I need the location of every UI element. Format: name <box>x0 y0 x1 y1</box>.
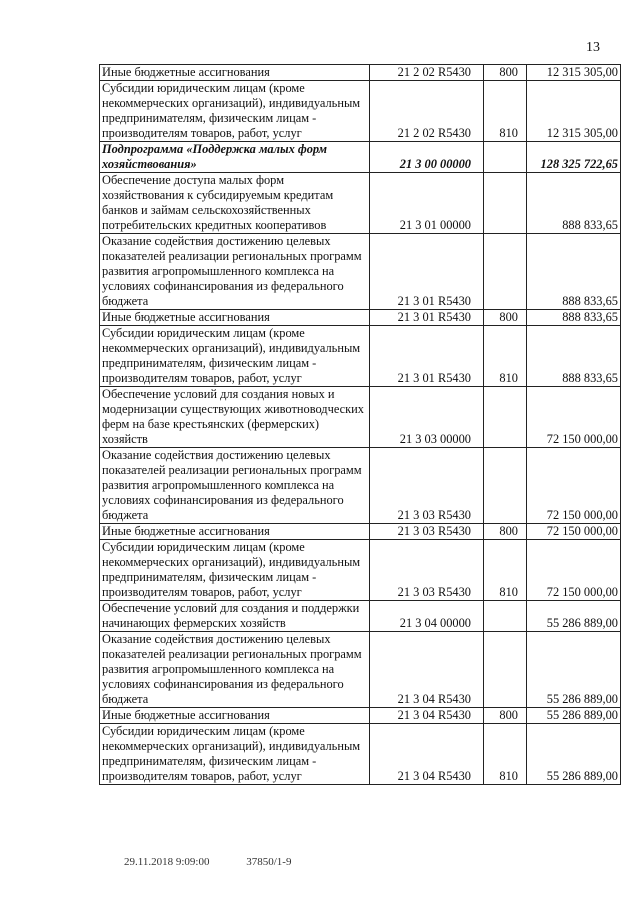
row-name: Обеспечение условий для создания и поддержки начинающих фермерских хозяйств <box>100 601 370 632</box>
row-code: 21 3 03 00000 <box>370 387 484 448</box>
footer-doc-id: 37850/1-9 <box>246 856 292 868</box>
table-row <box>100 142 621 173</box>
row-name: Подпрограмма «Поддержка малых форм хозяйствования» <box>100 142 370 173</box>
table-row <box>100 632 621 708</box>
table-row <box>100 326 621 387</box>
row-sum: 55 286 889,00 <box>527 708 621 724</box>
row-code: 21 3 04 00000 <box>370 601 484 632</box>
row-name: Субсидии юридическим лицам (кроме некоммерческих организаций), индивидуальным предпринимателям, физическим лицам - производителям товаров, работ, услуг <box>100 724 370 785</box>
row-expense-type: 810 <box>484 540 527 601</box>
row-sum: 888 833,65 <box>527 234 621 310</box>
row-sum: 72 150 000,00 <box>527 387 621 448</box>
budget-table <box>99 64 621 785</box>
row-code: 21 3 04 R5430 <box>370 708 484 724</box>
table-row <box>100 724 621 785</box>
table-row <box>100 387 621 448</box>
row-code: 21 3 01 R5430 <box>370 234 484 310</box>
row-expense-type <box>484 173 527 234</box>
row-sum: 72 150 000,00 <box>527 524 621 540</box>
row-name: Обеспечение доступа малых форм хозяйствования к субсидируемым кредитам банков и займам сельскохозяйственных потребительских кредитных кооперативов <box>100 173 370 234</box>
row-expense-type: 800 <box>484 524 527 540</box>
row-name: Субсидии юридическим лицам (кроме некоммерческих организаций), индивидуальным предпринимателям, физическим лицам - производителям товаров, работ, услуг <box>100 326 370 387</box>
table-row <box>100 524 621 540</box>
row-name: Обеспечение условий для создания новых и модернизации существующих животноводческих ферм на базе крестьянских (фермерских) хозяйств <box>100 387 370 448</box>
row-code: 21 3 01 00000 <box>370 173 484 234</box>
table-row <box>100 448 621 524</box>
row-code: 21 3 03 R5430 <box>370 540 484 601</box>
row-name: Иные бюджетные ассигнования <box>100 65 370 81</box>
row-expense-type: 810 <box>484 81 527 142</box>
row-name: Иные бюджетные ассигнования <box>100 310 370 326</box>
row-expense-type <box>484 601 527 632</box>
table-row <box>100 708 621 724</box>
row-code: 21 3 03 R5430 <box>370 448 484 524</box>
row-expense-type: 800 <box>484 65 527 81</box>
row-sum: 12 315 305,00 <box>527 65 621 81</box>
footer <box>124 856 325 868</box>
row-code: 21 3 01 R5430 <box>370 326 484 387</box>
table-row <box>100 310 621 326</box>
table-row <box>100 81 621 142</box>
page-number: 13 <box>586 40 600 55</box>
row-code: 21 3 00 00000 <box>370 142 484 173</box>
row-expense-type <box>484 234 527 310</box>
row-name: Иные бюджетные ассигнования <box>100 708 370 724</box>
row-sum: 128 325 722,65 <box>527 142 621 173</box>
table-row <box>100 234 621 310</box>
table-row <box>100 601 621 632</box>
row-expense-type: 800 <box>484 708 527 724</box>
row-code: 21 3 01 R5430 <box>370 310 484 326</box>
row-code: 21 3 04 R5430 <box>370 724 484 785</box>
row-sum: 12 315 305,00 <box>527 81 621 142</box>
row-code: 21 2 02 R5430 <box>370 81 484 142</box>
row-sum: 55 286 889,00 <box>527 601 621 632</box>
row-name: Оказание содействия достижению целевых показателей реализации региональных программ развития агропромышленного комплекса на условиях софинансирования из федерального бюджета <box>100 234 370 310</box>
row-code: 21 3 03 R5430 <box>370 524 484 540</box>
row-code: 21 2 02 R5430 <box>370 65 484 81</box>
table-row <box>100 540 621 601</box>
budget-table-body <box>100 65 621 785</box>
row-sum: 55 286 889,00 <box>527 632 621 708</box>
row-sum: 888 833,65 <box>527 310 621 326</box>
footer-timestamp: 29.11.2018 9:09:00 <box>124 856 210 868</box>
row-expense-type <box>484 632 527 708</box>
table-row <box>100 65 621 81</box>
row-sum: 888 833,65 <box>527 173 621 234</box>
row-sum: 888 833,65 <box>527 326 621 387</box>
row-name: Субсидии юридическим лицам (кроме некоммерческих организаций), индивидуальным предпринимателям, физическим лицам - производителям товаров, работ, услуг <box>100 540 370 601</box>
row-expense-type: 810 <box>484 326 527 387</box>
row-sum: 72 150 000,00 <box>527 540 621 601</box>
row-sum: 72 150 000,00 <box>527 448 621 524</box>
table-row <box>100 173 621 234</box>
row-name: Оказание содействия достижению целевых показателей реализации региональных программ развития агропромышленного комплекса на условиях софинансирования из федерального бюджета <box>100 632 370 708</box>
row-sum: 55 286 889,00 <box>527 724 621 785</box>
row-name: Оказание содействия достижению целевых показателей реализации региональных программ развития агропромышленного комплекса на условиях софинансирования из федерального бюджета <box>100 448 370 524</box>
row-name: Субсидии юридическим лицам (кроме некоммерческих организаций), индивидуальным предпринимателям, физическим лицам - производителям товаров, работ, услуг <box>100 81 370 142</box>
row-expense-type <box>484 387 527 448</box>
row-expense-type: 810 <box>484 724 527 785</box>
row-expense-type <box>484 448 527 524</box>
row-code: 21 3 04 R5430 <box>370 632 484 708</box>
row-expense-type <box>484 142 527 173</box>
row-name: Иные бюджетные ассигнования <box>100 524 370 540</box>
row-expense-type: 800 <box>484 310 527 326</box>
